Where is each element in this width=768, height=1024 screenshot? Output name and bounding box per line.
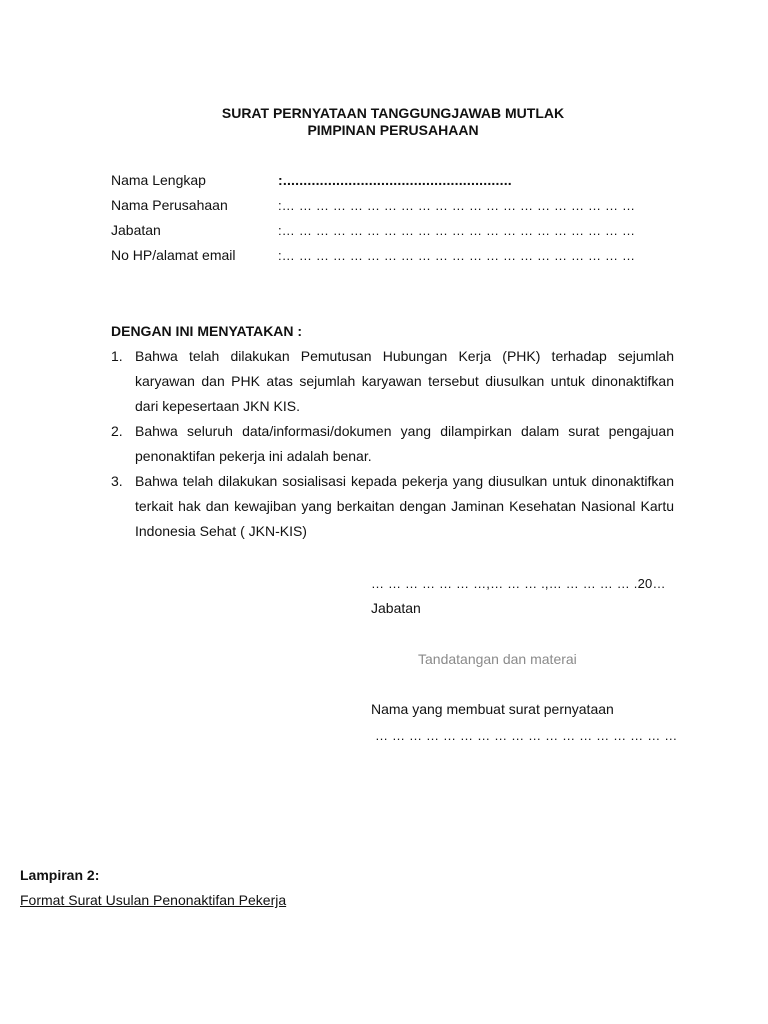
list-item-number: 3. <box>111 473 123 489</box>
field-label-nama-lengkap: Nama Lengkap <box>111 172 206 188</box>
signature-jabatan: Jabatan <box>371 600 421 616</box>
list-item-text: Bahwa telah dilakukan Pemutusan Hubungan Kerja (PHK) terhadap sejumlah karyawan dan PHK atas sejumlah karyawan tersebut diusulkan untuk dinonaktifkan dari kepesertaan JKN KIS. <box>135 348 674 414</box>
list-item-number: 2. <box>111 423 123 439</box>
field-value-nama-perusahaan: :… … … … … … … … … … … … … … … … … … … … … <box>278 198 636 213</box>
field-label-no-hp-email: No HP/alamat email <box>111 247 236 263</box>
signature-name-label: Nama yang membuat surat pernyataan <box>371 701 614 717</box>
field-value-no-hp-email: :… … … … … … … … … … … … … … … … … … … … … <box>278 248 636 263</box>
list-item <box>111 344 674 419</box>
signature-date-line: … … … … … … …,… … … .,… … … … … .20… <box>371 576 666 591</box>
field-value-nama-lengkap: :........................................................ <box>278 172 512 188</box>
field-label-jabatan: Jabatan <box>111 222 161 238</box>
field-label-nama-perusahaan: Nama Perusahaan <box>111 197 228 213</box>
list-item <box>111 419 674 469</box>
lampiran-format-link[interactable]: Format Surat Usulan Penonaktifan Pekerja <box>20 892 287 908</box>
list-item-text: Bahwa seluruh data/informasi/dokumen yang dilampirkan dalam surat pengajuan penonaktifan pekerja ini adalah benar. <box>135 423 674 464</box>
list-item-number: 1. <box>111 348 123 364</box>
field-value-jabatan: :… … … … … … … … … … … … … … … … … … … … … <box>278 223 636 238</box>
signature-name-dots: … … … … … … … … … … … … … … … … … … <box>375 728 678 743</box>
statement-list <box>111 344 674 544</box>
document-title-line1: SURAT PERNYATAAN TANGGUNGJAWAB MUTLAK <box>221 105 565 121</box>
signature-placeholder: Tandatangan dan materai <box>418 651 577 667</box>
statement-heading: DENGAN INI MENYATAKAN : <box>111 323 303 339</box>
document-title-line2: PIMPINAN PERUSAHAAN <box>307 122 479 138</box>
list-item-text: Bahwa telah dilakukan sosialisasi kepada pekerja yang diusulkan untuk dinonaktifkan terkait hak dan kewajiban yang berkaitan dengan Jaminan Kesehatan Nasional Kartu Indonesia Sehat ( JKN-KIS) <box>135 473 674 539</box>
list-item <box>111 469 674 544</box>
lampiran-label: Lampiran 2: <box>20 867 100 883</box>
